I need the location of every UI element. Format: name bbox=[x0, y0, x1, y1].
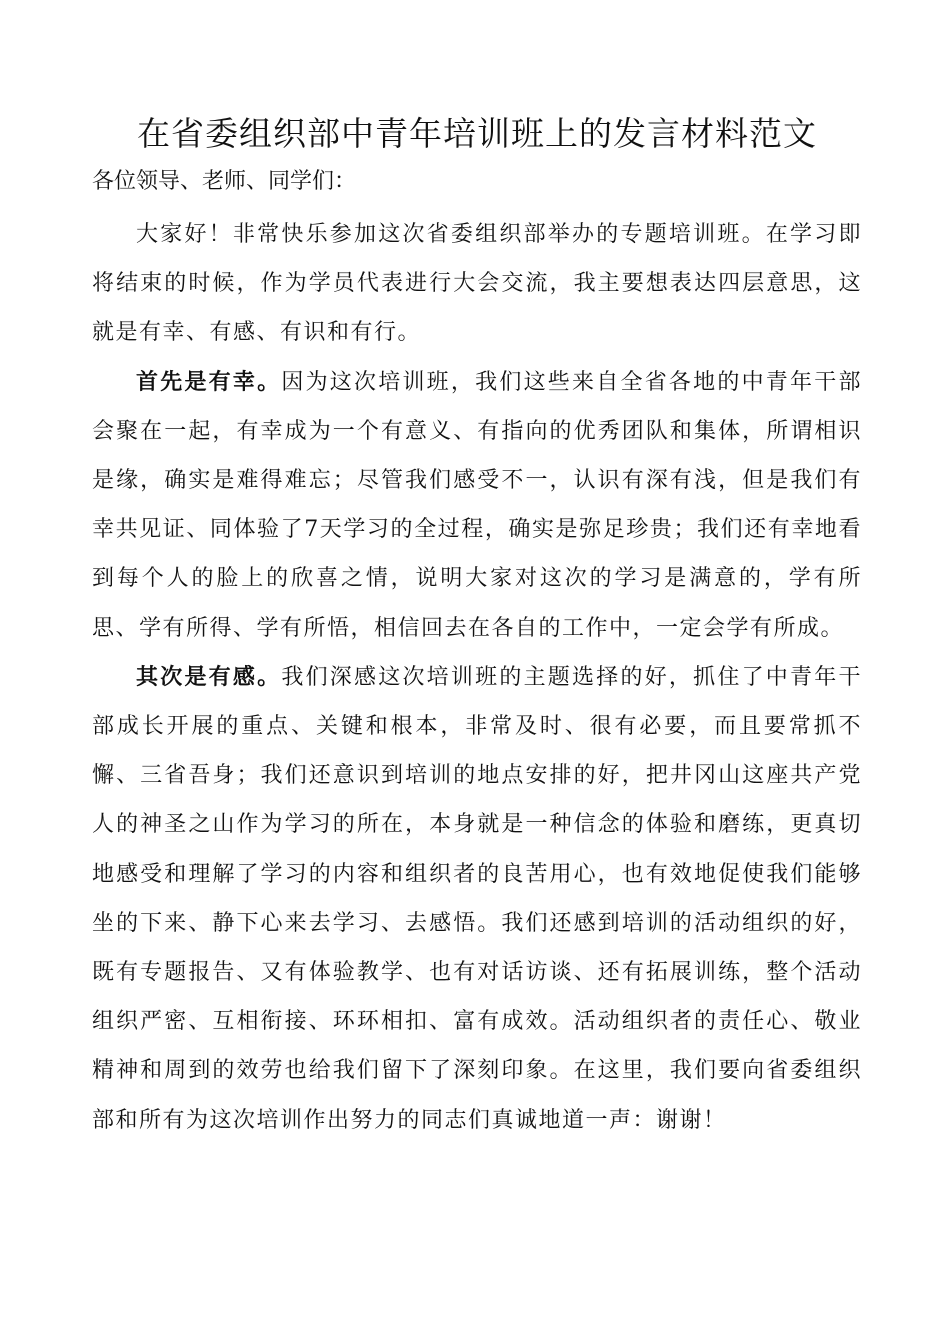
paragraph-greeting bbox=[92, 210, 862, 358]
paragraph-lead: 首先是有幸。 bbox=[136, 368, 282, 395]
document-title: 在省委组织部中青年培训班上的发言材料范文 bbox=[137, 114, 817, 153]
paragraph-text: 我们深感这次培训班的主题选择的好，抓住了中青年干部成长开展的重点、关键和根本，非常及时、很有必要，而且要常抓不懈、三省吾身；我们还意识到培训的地点安排的好，把井冈山这座共产党人的神圣之山作为学习的所在，本身就是一种信念的体验和磨练，更真切地感受和理解了学习的内容和组织者的良苦用心，也有效地促使我们能够坐的下来、静下心来去学习、去感悟。我们还感到培训的活动组织的好，既有专题报告、又有体验教学、也有对话访谈、还有拓展训练，整个活动组织严密、互相衔接、环环相扣、富有成效。活动组织者的责任心、敬业精神和周到的效劳也给我们留下了深刻印象。在这里，我们要向省委组织部和所有为这次培训作出努力的同志们真诚地道一声：谢谢！ bbox=[92, 664, 862, 1133]
document-page bbox=[92, 108, 862, 1145]
paragraph-feelings bbox=[92, 653, 862, 1145]
paragraph-text: 因为这次培训班，我们这些来自全省各地的中青年干部会聚在一起，有幸成为一个有意义、有指向的优秀团队和集体，所谓相识是缘，确实是难得难忘；尽管我们感受不一，认识有深有浅，但是我们有幸共见证、同体验了7天学习的全过程，确实是弥足珍贵；我们还有幸地看到每个人的脸上的欣喜之情，说明大家对这次的学习是满意的，学有所思、学有所得、学有所悟，相信回去在各自的工作中，一定会学有所成。 bbox=[92, 369, 862, 641]
paragraph-lead: 其次是有感。 bbox=[136, 663, 282, 690]
salutation: 各位领导、老师、同学们： bbox=[92, 169, 357, 194]
paragraph-fortunate bbox=[92, 358, 862, 653]
paragraph-text: 大家好！非常快乐参加这次省委组织部举办的专题培训班。在学习即将结束的时候，作为学员代表进行大会交流，我主要想表达四层意思，这就是有幸、有感、有识和有行。 bbox=[92, 222, 862, 346]
